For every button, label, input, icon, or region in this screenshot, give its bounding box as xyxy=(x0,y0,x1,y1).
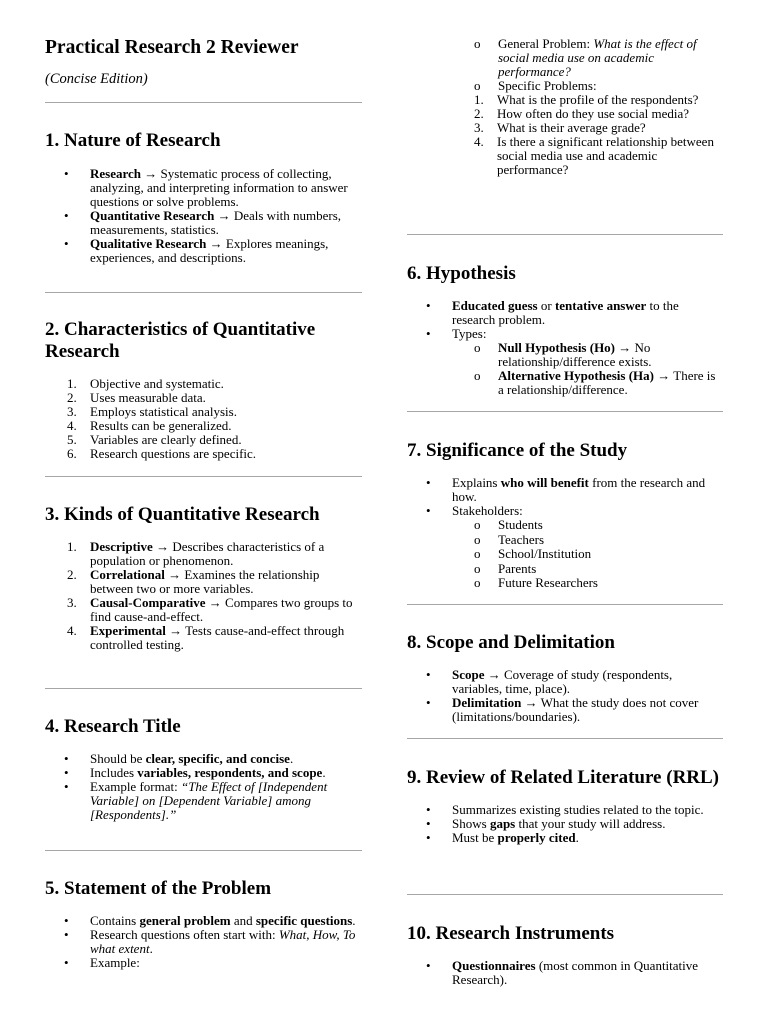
list-item: • Example format: “The Effect of [Independent Variable] on [Dependent Variable] among [Respondents].” xyxy=(45,780,362,822)
section-research-title xyxy=(45,716,362,822)
definition: → Examines the relationship between two or more variables. xyxy=(90,567,320,596)
section-research-instruments xyxy=(407,923,723,987)
definition: → Deals with numbers, measurements, statistics. xyxy=(90,208,342,237)
section-nature-of-research xyxy=(45,130,362,265)
list-item: • Should be clear, specific, and concise. xyxy=(45,752,362,766)
divider xyxy=(407,604,723,605)
list-item: o General Problem: What is the effect of social media use on academic performance? xyxy=(474,36,697,79)
definition: → Explores meanings, experiences, and descriptions. xyxy=(90,236,329,265)
list-item: 1. What is the profile of the respondents? xyxy=(474,92,699,107)
list-item: • Stakeholders: o Students o Teachers o School/Institution o Parents o Future Researchers xyxy=(407,504,723,591)
section-heading: 9. Review of Related Literature (RRL) xyxy=(407,767,720,788)
section-hypothesis xyxy=(407,263,723,397)
section-significance xyxy=(407,440,723,591)
list-item: • Must be properly cited. xyxy=(407,831,723,845)
section-heading: 2. Characteristics of Quantitative Research xyxy=(45,319,316,362)
list-item: 1. Objective and systematic. xyxy=(67,376,224,391)
list-item: 4. Experimental → Tests cause-and-effect through controlled testing. xyxy=(67,623,345,652)
list-item: • Educated guess or tentative answer to the research problem. xyxy=(407,299,723,327)
divider xyxy=(407,894,723,895)
section-heading: 7. Significance of the Study xyxy=(407,440,628,461)
term: Descriptive xyxy=(90,539,153,554)
specific-problems-list xyxy=(452,93,723,177)
list-item xyxy=(45,209,362,237)
bullet-list xyxy=(407,299,723,397)
list-item: 6. Research questions are specific. xyxy=(67,446,257,461)
section-characteristics xyxy=(45,319,362,461)
list-item: • Example: xyxy=(45,956,362,970)
list-item: o Parents xyxy=(474,560,537,576)
bullet-list xyxy=(407,803,723,845)
section-heading: 5. Statement of the Problem xyxy=(45,878,272,899)
document-subtitle: (Concise Edition) xyxy=(45,71,148,87)
left-column xyxy=(45,0,362,1024)
section-heading: 1. Nature of Research xyxy=(45,130,221,151)
list-item: • Delimitation → What the study does not cover (limitations/boundaries). xyxy=(407,696,723,724)
right-column xyxy=(407,0,723,1024)
hypothesis-types-list xyxy=(452,341,723,397)
list-item: • Contains general problem and specific questions. xyxy=(45,914,362,928)
section-rrl xyxy=(407,767,723,845)
list-item xyxy=(45,237,362,265)
bullet-list xyxy=(45,914,362,970)
list-item: • Summarizes existing studies related to the topic. xyxy=(407,803,723,817)
divider xyxy=(407,411,723,412)
bullet-list xyxy=(407,668,723,724)
list-item xyxy=(45,167,362,209)
list-item: 4. Is there a significant relationship between social media use and academic performance? xyxy=(474,134,714,177)
list-item: 4. Results can be generalized. xyxy=(67,418,232,433)
list-item: 1. Descriptive → Describes characteristics of a population or phenomenon. xyxy=(67,539,325,568)
term: Research xyxy=(90,166,142,181)
list-item: o Students xyxy=(474,517,543,532)
bullet-list xyxy=(407,476,723,591)
section-statement-of-problem xyxy=(45,878,362,970)
list-item: o School/Institution xyxy=(474,546,592,561)
divider xyxy=(45,292,362,293)
term: Quantitative Research xyxy=(90,208,215,223)
definition: → Compares two groups to find cause-and-effect. xyxy=(90,595,353,624)
divider xyxy=(407,738,723,739)
list-item: • Includes variables, respondents, and scope. xyxy=(45,766,362,780)
section-heading: 6. Hypothesis xyxy=(407,263,516,284)
list-item: • Scope → Coverage of study (respondents, variables, time, place). xyxy=(407,668,723,696)
list-item: • Research questions often start with: What, How, To what extent. xyxy=(45,928,362,956)
section-heading: 8. Scope and Delimitation xyxy=(407,632,615,653)
list-item: o Teachers xyxy=(474,531,545,547)
divider xyxy=(45,850,362,851)
list-item: • Explains who will benefit from the research and how. xyxy=(407,476,723,504)
list-item: • Questionnaires (most common in Quantitative Research). xyxy=(407,959,723,987)
term: Causal-Comparative xyxy=(90,595,206,610)
divider xyxy=(407,234,723,235)
section-scope-delimitation xyxy=(407,632,723,724)
section-heading: 10. Research Instruments xyxy=(407,923,615,944)
term: Experimental xyxy=(90,623,166,638)
bullet-list xyxy=(45,752,362,822)
list-item: 3. Employs statistical analysis. xyxy=(67,404,237,419)
divider xyxy=(45,102,362,103)
numbered-list xyxy=(45,377,362,461)
example-sublist xyxy=(452,37,723,177)
definition: → Systematic process of collecting, analyzing, and interpreting information to answer questions or solve problems. xyxy=(90,166,348,209)
list-item: • Shows gaps that your study will address. xyxy=(407,817,723,831)
list-item: o Future Researchers xyxy=(474,575,598,590)
list-item: o Alternative Hypothesis (Ha) → There is a relationship/difference. xyxy=(474,368,716,397)
section-kinds-of-research xyxy=(45,504,362,652)
bullet-list xyxy=(407,959,723,987)
list-item: 2. How often do they use social media? xyxy=(474,106,690,121)
list-item: 2. Correlational → Examines the relationship between two or more variables. xyxy=(67,567,320,596)
section-heading: 4. Research Title xyxy=(45,716,181,737)
divider xyxy=(45,476,362,477)
stakeholders-list xyxy=(452,518,723,591)
list-item: o Specific Problems: 1. What is the profile of the respondents? 2. How often do they use social media? 3. What is their average grade? 4. Is there a significant relationship between social media use and academic performance? xyxy=(452,79,723,177)
list-item: 3. What is their average grade? xyxy=(474,120,646,135)
list-item: 5. Variables are clearly defined. xyxy=(67,432,242,447)
definition: → Describes characteristics of a population or phenomenon. xyxy=(90,539,325,568)
definition: → Tests cause-and-effect through controlled testing. xyxy=(90,623,345,652)
list-item: 2. Uses measurable data. xyxy=(67,390,206,405)
list-item: 3. Causal-Comparative → Compares two groups to find cause-and-effect. xyxy=(67,595,353,624)
term: Correlational xyxy=(90,567,165,582)
list-item: o Null Hypothesis (Ho) → No relationship/difference exists. xyxy=(474,340,652,369)
section-heading: 3. Kinds of Quantitative Research xyxy=(45,504,320,525)
term: Qualitative Research xyxy=(90,236,207,251)
divider xyxy=(45,688,362,689)
numbered-list xyxy=(45,540,362,652)
list-item: • Types: o Null Hypothesis (Ho) → No relationship/difference exists. o Alternative Hypothesis (Ha) → There is a relationship/difference. xyxy=(407,327,723,397)
bullet-list xyxy=(45,167,362,265)
document-title: Practical Research 2 Reviewer xyxy=(45,37,299,58)
